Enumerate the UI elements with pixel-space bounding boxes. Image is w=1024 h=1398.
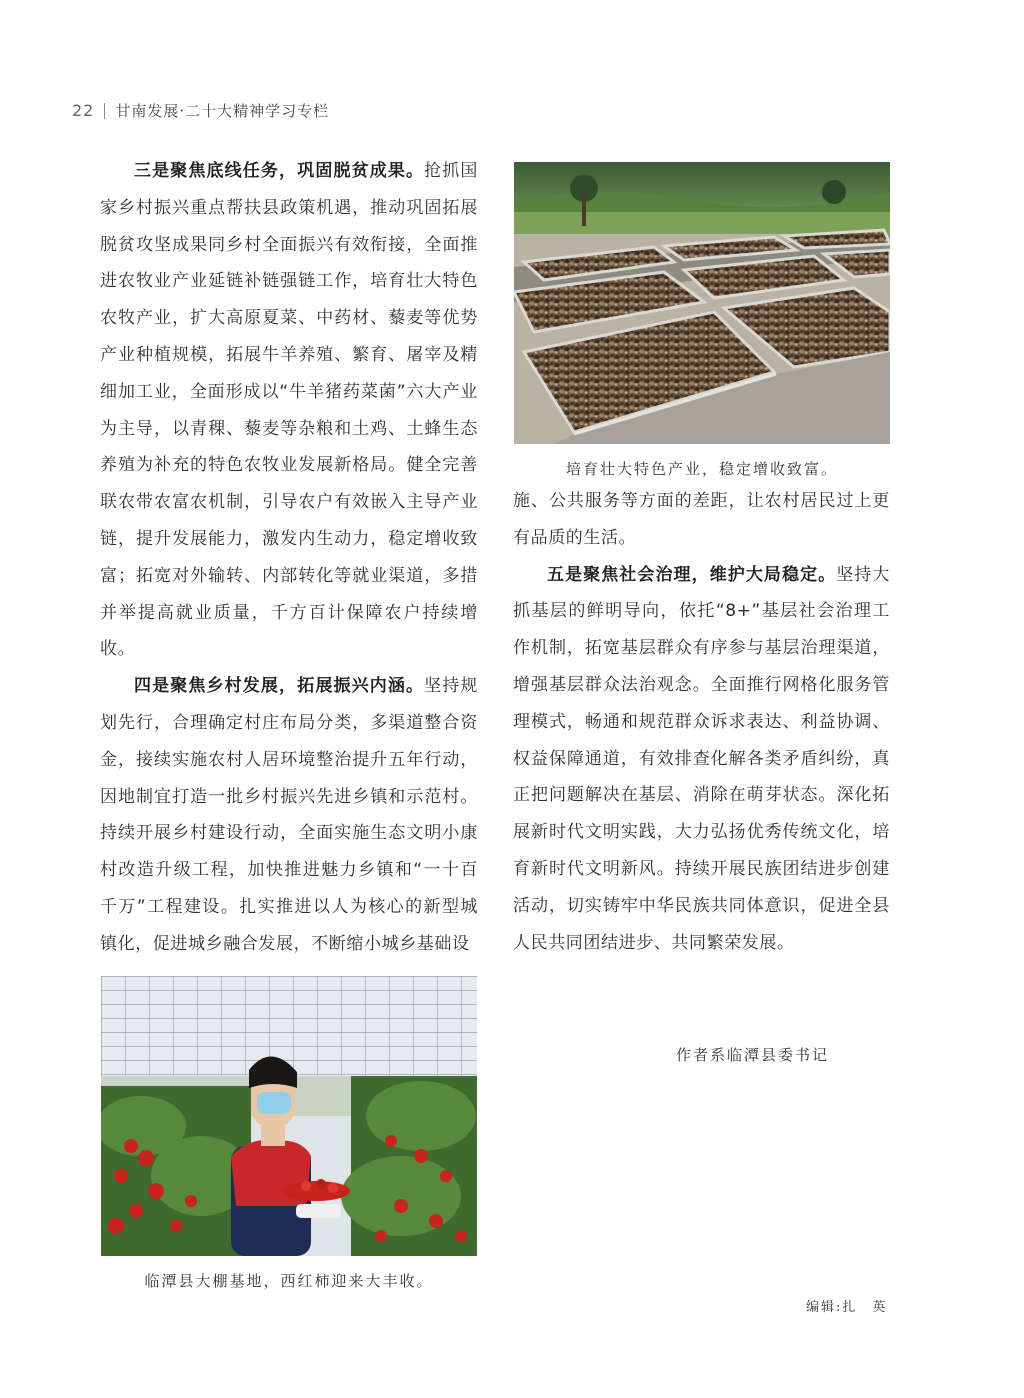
right-column: [513, 483, 890, 961]
header-divider: [104, 103, 105, 119]
paragraph-four-continued: 施、公共服务等方面的差距，让农村居民过上更有品质的生活。: [513, 491, 890, 548]
paragraph-three-body: 抢抓国家乡村振兴重点帮扶县政策机遇，推动巩固拓展脱贫攻坚成果同乡村全面振兴有效衔接，全面推进农牧业产业延链补链强链工作，培育壮大特色农牧产业，扩大高原夏菜、中药材、藜麦等优势产业种植规模，拓展牛羊养殖、繁育、屠宰及精细加工业，全面形成以“牛羊猪药菜菌”六大产业为主导，以青稞、藜麦等杂粮和土鸡、土蜂生态养殖为补充的特色农牧业发展新格局。健全完善联农带农富农机制，引导农户有效嵌入主导产业链，提升发展能力，激发内生动力，稳定增收致富；拓宽对外输转、内部转化等就业渠道，多措并举提高就业质量，千方百计保障农户持续增收。: [100, 161, 478, 660]
left-column: [100, 153, 478, 963]
paragraph-five-lead: 五是聚焦社会治理，维护大局稳定。: [547, 564, 837, 585]
section-title: 甘南发展·二十大精神学习专栏: [115, 102, 330, 120]
greenhouse-photo-caption: 临潭县大棚基地，西红柿迎来大丰收。: [144, 1272, 434, 1290]
morel-photo-caption: 培育壮大特色产业，稳定增收致富。: [565, 460, 838, 478]
paragraph-three: [100, 153, 478, 668]
morel-drying-photo: [514, 162, 890, 444]
editor-credit: 编辑:扎 英: [806, 1300, 888, 1315]
greenhouse-illustration: [101, 976, 477, 1256]
paragraph-four-body: 坚持规划先行，合理确定村庄布局分类，多渠道整合资金，接续实施农村人居环境整治提升五年行动，因地制宜打造一批乡村振兴先进乡镇和示范村。持续开展乡村建设行动，全面实施生态文明小康村改造升级工程，加快推进魅力乡镇和“一十百千万”工程建设。扎实推进以人为核心的新型城镇化，促进城乡融合发展，不断缩小城乡基础设: [100, 676, 478, 954]
page-number: 22: [72, 101, 95, 120]
paragraph-four-lead: 四是聚焦乡村发展，拓展振兴内涵。: [134, 676, 425, 697]
author-credit: 作者系临潭县委书记: [676, 1046, 830, 1064]
greenhouse-tomato-photo: [101, 976, 477, 1256]
paragraph-three-lead: 三是聚焦底线任务，巩固脱贫成果。: [134, 161, 425, 181]
running-header: [72, 100, 329, 121]
paragraph-four: [100, 668, 478, 962]
morel-drying-illustration: [514, 162, 890, 444]
paragraph-five-body: 坚持大抓基层的鲜明导向，依托“8+”基层社会治理工作机制，拓宽基层群众有序参与基层治理渠道，增强基层群众法治观念。全面推行网格化服务管理模式，畅通和规范群众诉求表达、利益协调、权益保障通道，有效排查化解各类矛盾纠纷，真正把问题解决在基层、消除在萌芽状态。深化拓展新时代文明实践，大力弘扬优秀传统文化，培育新时代文明新风。持续开展民族团结进步创建活动，切实铸牢中华民族共同体意识，促进全县人民共同团结进步、共同繁荣发展。: [513, 564, 890, 953]
paragraph-five: [513, 557, 890, 962]
